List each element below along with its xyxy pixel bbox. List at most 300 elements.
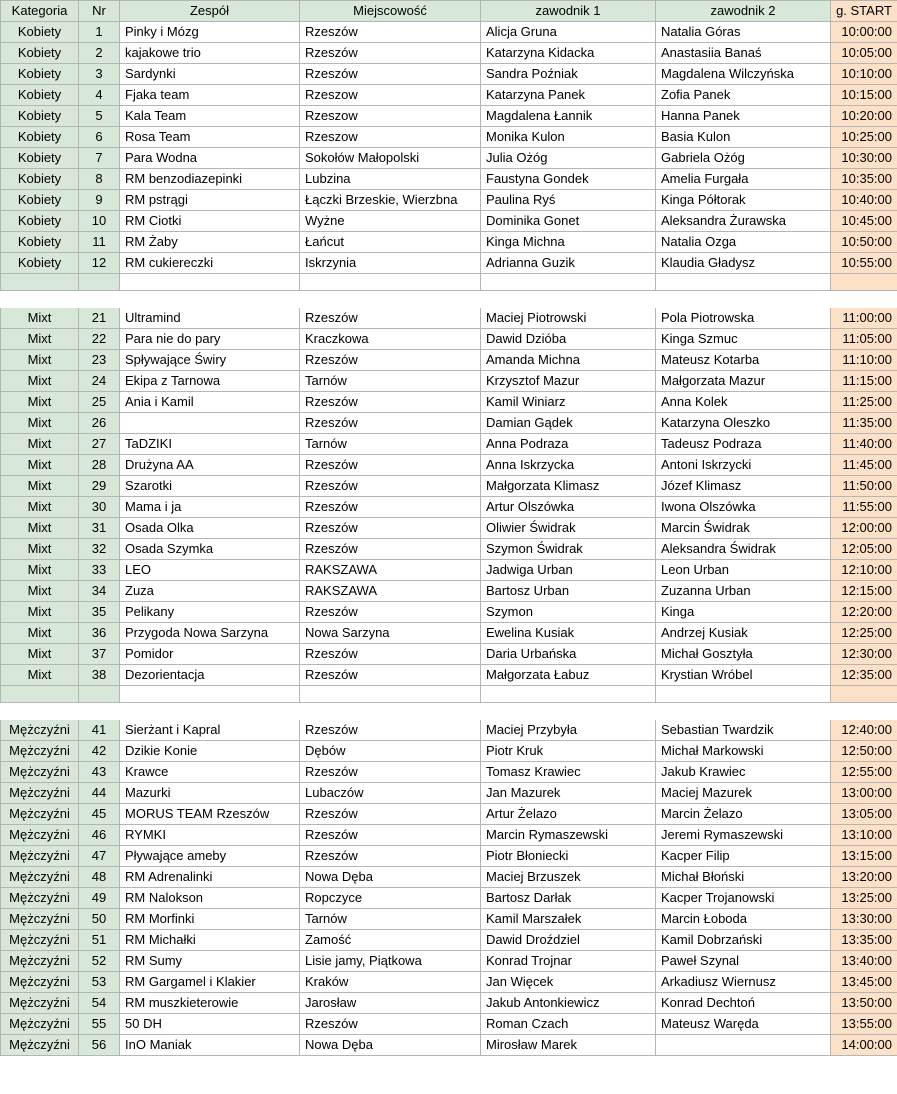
cell-miejscowosc: Rzeszów: [300, 308, 481, 329]
cell-miejscowosc: Lubzina: [300, 169, 481, 190]
cell-start: 10:25:00: [831, 127, 897, 148]
cell-zawodnik1: Faustyna Gondek: [481, 169, 656, 190]
empty-cell: [1, 291, 79, 308]
cell-kategoria: Mężczyźni: [1, 930, 79, 951]
cell-zespol: RM Ciotki: [120, 211, 300, 232]
cell-miejscowosc: Rzeszow: [300, 85, 481, 106]
cell-kategoria: Mixt: [1, 329, 79, 350]
empty-cell: [656, 703, 831, 720]
cell-nr: 9: [79, 190, 120, 211]
cell-zawodnik1: Tomasz Krawiec: [481, 762, 656, 783]
cell-zawodnik2: Michał Markowski: [656, 741, 831, 762]
cell-zespol: Spływające Świry: [120, 350, 300, 371]
cell-kategoria: Mężczyźni: [1, 783, 79, 804]
cell-nr: 37: [79, 644, 120, 665]
cell-zawodnik2: Antoni Iskrzycki: [656, 455, 831, 476]
cell-kategoria: Mężczyźni: [1, 762, 79, 783]
table-row: [1, 846, 897, 867]
cell-zespol: Ultramind: [120, 308, 300, 329]
cell-start: 11:00:00: [831, 308, 897, 329]
cell-nr: 8: [79, 169, 120, 190]
cell-zawodnik1: Artur Olszówka: [481, 497, 656, 518]
cell-zawodnik1: Konrad Trojnar: [481, 951, 656, 972]
cell-kategoria: Mężczyźni: [1, 951, 79, 972]
cell-start: 11:55:00: [831, 497, 897, 518]
cell-kategoria: Mężczyźni: [1, 846, 79, 867]
cell-kategoria: Mixt: [1, 644, 79, 665]
cell-zawodnik2: Gabriela Ożóg: [656, 148, 831, 169]
cell-nr: 28: [79, 455, 120, 476]
cell-miejscowosc: Sokołów Małopolski: [300, 148, 481, 169]
cell-zawodnik2: Maciej Mazurek: [656, 783, 831, 804]
cell-zespol: Krawce: [120, 762, 300, 783]
column-header-kategoria: Kategoria: [1, 1, 79, 22]
table-row: [1, 909, 897, 930]
table-row: [1, 211, 897, 232]
cell-miejscowosc: Dębów: [300, 741, 481, 762]
cell-zawodnik1: Jakub Antonkiewicz: [481, 993, 656, 1014]
cell-zawodnik1: Daria Urbańska: [481, 644, 656, 665]
empty-cell: [481, 291, 656, 308]
table-row: [1, 623, 897, 644]
cell-start: 12:25:00: [831, 623, 897, 644]
cell-zespol: Pływające ameby: [120, 846, 300, 867]
cell-kategoria: Mixt: [1, 413, 79, 434]
cell-zawodnik1: Małgorzata Klimasz: [481, 476, 656, 497]
empty-cell: [120, 291, 300, 308]
cell-zawodnik2: Marcin Świdrak: [656, 518, 831, 539]
cell-start: 10:20:00: [831, 106, 897, 127]
cell-miejscowosc: Zamość: [300, 930, 481, 951]
cell-zespol: 50 DH: [120, 1014, 300, 1035]
table-row: [1, 888, 897, 909]
cell-zespol: RM cukiereczki: [120, 253, 300, 274]
cell-zawodnik2: Natalia Ozga: [656, 232, 831, 253]
table-header-row: [1, 1, 897, 22]
cell-kategoria: Kobiety: [1, 43, 79, 64]
cell-start: 10:55:00: [831, 253, 897, 274]
cell-zawodnik1: Amanda Michna: [481, 350, 656, 371]
cell-kategoria: Mężczyźni: [1, 1035, 79, 1056]
cell-kategoria: Mężczyźni: [1, 972, 79, 993]
cell-zawodnik1: Małgorzata Łabuz: [481, 665, 656, 686]
cell-zawodnik1: Adrianna Guzik: [481, 253, 656, 274]
cell-zawodnik2: Mateusz Waręda: [656, 1014, 831, 1035]
table-row: [1, 22, 897, 43]
empty-cell: [79, 291, 120, 308]
table-row: [1, 581, 897, 602]
cell-zespol: Osada Szymka: [120, 539, 300, 560]
table-row: [1, 993, 897, 1014]
table-row: [1, 434, 897, 455]
table-spacer-row: [1, 686, 897, 703]
cell-zawodnik1: Kinga Michna: [481, 232, 656, 253]
cell-zawodnik1: Dawid Dzióba: [481, 329, 656, 350]
cell-nr: 50: [79, 909, 120, 930]
column-header-nr: Nr: [79, 1, 120, 22]
cell-zawodnik2: Leon Urban: [656, 560, 831, 581]
cell-zawodnik1: Bartosz Urban: [481, 581, 656, 602]
cell-zawodnik2: Małgorzata Mazur: [656, 371, 831, 392]
cell-zespol: LEO: [120, 560, 300, 581]
cell-kategoria: Mixt: [1, 560, 79, 581]
cell-nr: 53: [79, 972, 120, 993]
empty-cell: [120, 703, 300, 720]
cell-zespol: Sardynki: [120, 64, 300, 85]
cell-kategoria: Mixt: [1, 497, 79, 518]
cell-zespol: Szarotki: [120, 476, 300, 497]
cell-zespol: RM Sumy: [120, 951, 300, 972]
cell-kategoria: Mixt: [1, 308, 79, 329]
cell-kategoria: Mixt: [1, 392, 79, 413]
cell-zespol: Sierżant i Kapral: [120, 720, 300, 741]
cell-zespol: Pelikany: [120, 602, 300, 623]
cell-start: 13:40:00: [831, 951, 897, 972]
cell-kategoria: Kobiety: [1, 148, 79, 169]
cell-zespol: MORUS TEAM Rzeszów: [120, 804, 300, 825]
cell-nr: 31: [79, 518, 120, 539]
cell-zawodnik2: Józef Klimasz: [656, 476, 831, 497]
cell-zawodnik2: Kamil Dobrzański: [656, 930, 831, 951]
table-row: [1, 762, 897, 783]
cell-zawodnik2: Zofia Panek: [656, 85, 831, 106]
cell-zespol: [120, 413, 300, 434]
cell-start: 12:00:00: [831, 518, 897, 539]
cell-zespol: Ania i Kamil: [120, 392, 300, 413]
cell-start: 10:00:00: [831, 22, 897, 43]
column-header-miejscowosc: Miejscowość: [300, 1, 481, 22]
empty-cell: [300, 291, 481, 308]
cell-start: 12:20:00: [831, 602, 897, 623]
cell-zawodnik1: Krzysztof Mazur: [481, 371, 656, 392]
cell-kategoria: Kobiety: [1, 190, 79, 211]
cell-start: 10:15:00: [831, 85, 897, 106]
cell-zawodnik1: Paulina Ryś: [481, 190, 656, 211]
cell-zawodnik2: Kacper Trojanowski: [656, 888, 831, 909]
cell-kategoria: Mixt: [1, 623, 79, 644]
cell-miejscowosc: Rzeszów: [300, 22, 481, 43]
table-row: [1, 539, 897, 560]
cell-zespol: Para nie do pary: [120, 329, 300, 350]
cell-start: 13:45:00: [831, 972, 897, 993]
cell-nr: 51: [79, 930, 120, 951]
cell-kategoria: Mixt: [1, 665, 79, 686]
cell-zespol: kajakowe trio: [120, 43, 300, 64]
cell-nr: 38: [79, 665, 120, 686]
table-row: [1, 371, 897, 392]
cell-zawodnik2: Kinga: [656, 602, 831, 623]
cell-nr: 7: [79, 148, 120, 169]
table-row: [1, 560, 897, 581]
cell-start: 12:15:00: [831, 581, 897, 602]
cell-nr: 10: [79, 211, 120, 232]
cell-kategoria: Mixt: [1, 518, 79, 539]
cell-zawodnik2: Anna Kolek: [656, 392, 831, 413]
cell-zespol: RM benzodiazepinki: [120, 169, 300, 190]
cell-zespol: Kala Team: [120, 106, 300, 127]
cell-start: 13:10:00: [831, 825, 897, 846]
cell-miejscowosc: Rzeszów: [300, 665, 481, 686]
cell-nr: 27: [79, 434, 120, 455]
cell-zawodnik2: Hanna Panek: [656, 106, 831, 127]
cell-miejscowosc: Nowa Dęba: [300, 867, 481, 888]
cell-zawodnik1: Sandra Poźniak: [481, 64, 656, 85]
cell-zespol: RM Morfinki: [120, 909, 300, 930]
column-header-start: g. START: [831, 1, 897, 22]
cell-miejscowosc: Ropczyce: [300, 888, 481, 909]
cell-kategoria: Kobiety: [1, 64, 79, 85]
empty-cell: [656, 686, 831, 703]
cell-miejscowosc: Rzeszów: [300, 518, 481, 539]
cell-nr: 54: [79, 993, 120, 1014]
cell-zawodnik2: Amelia Furgała: [656, 169, 831, 190]
cell-nr: 44: [79, 783, 120, 804]
cell-nr: 45: [79, 804, 120, 825]
cell-nr: 30: [79, 497, 120, 518]
cell-miejscowosc: Rzeszów: [300, 804, 481, 825]
cell-zespol: Dzikie Konie: [120, 741, 300, 762]
cell-start: 11:15:00: [831, 371, 897, 392]
table-row: [1, 644, 897, 665]
cell-miejscowosc: Rzeszów: [300, 392, 481, 413]
table-body: [1, 22, 897, 1056]
cell-zawodnik2: Krystian Wróbel: [656, 665, 831, 686]
table-row: [1, 476, 897, 497]
table-row: [1, 602, 897, 623]
cell-nr: 34: [79, 581, 120, 602]
table-spacer-row: [1, 274, 897, 291]
cell-nr: 48: [79, 867, 120, 888]
cell-miejscowosc: Lisie jamy, Piątkowa: [300, 951, 481, 972]
cell-zespol: InO Maniak: [120, 1035, 300, 1056]
cell-zawodnik1: Julia Ożóg: [481, 148, 656, 169]
cell-nr: 32: [79, 539, 120, 560]
cell-zawodnik1: Anna Iskrzycka: [481, 455, 656, 476]
cell-zawodnik1: Dawid Droździel: [481, 930, 656, 951]
cell-zawodnik2: Pola Piotrowska: [656, 308, 831, 329]
cell-kategoria: Mężczyźni: [1, 804, 79, 825]
cell-zespol: RM Gargamel i Klakier: [120, 972, 300, 993]
cell-start: 10:30:00: [831, 148, 897, 169]
cell-start: 13:55:00: [831, 1014, 897, 1035]
cell-start: 12:10:00: [831, 560, 897, 581]
table-row: [1, 329, 897, 350]
cell-kategoria: Mixt: [1, 371, 79, 392]
cell-zawodnik2: Arkadiusz Wiernusz: [656, 972, 831, 993]
table-row: [1, 106, 897, 127]
cell-start: 10:45:00: [831, 211, 897, 232]
cell-start: 10:50:00: [831, 232, 897, 253]
cell-nr: 26: [79, 413, 120, 434]
cell-zawodnik1: Katarzyna Kidacka: [481, 43, 656, 64]
cell-nr: 3: [79, 64, 120, 85]
cell-zawodnik2: Klaudia Gładysz: [656, 253, 831, 274]
cell-miejscowosc: Rzeszow: [300, 106, 481, 127]
table-row: [1, 741, 897, 762]
cell-zespol: Fjaka team: [120, 85, 300, 106]
empty-cell: [831, 274, 897, 291]
cell-zawodnik2: Kacper Filip: [656, 846, 831, 867]
cell-nr: 41: [79, 720, 120, 741]
cell-start: 11:40:00: [831, 434, 897, 455]
table-row: [1, 518, 897, 539]
cell-nr: 47: [79, 846, 120, 867]
cell-start: 13:05:00: [831, 804, 897, 825]
cell-zawodnik1: Damian Gądek: [481, 413, 656, 434]
cell-nr: 56: [79, 1035, 120, 1056]
cell-miejscowosc: Rzeszów: [300, 413, 481, 434]
cell-zawodnik2: Sebastian Twardzik: [656, 720, 831, 741]
cell-nr: 4: [79, 85, 120, 106]
cell-kategoria: Mężczyźni: [1, 825, 79, 846]
empty-cell: [300, 703, 481, 720]
cell-kategoria: Kobiety: [1, 253, 79, 274]
cell-zawodnik2: Jeremi Rymaszewski: [656, 825, 831, 846]
table-row: [1, 127, 897, 148]
cell-miejscowosc: Nowa Dęba: [300, 1035, 481, 1056]
column-header-zawodnik2: zawodnik 2: [656, 1, 831, 22]
cell-start: 13:30:00: [831, 909, 897, 930]
cell-zawodnik1: Dominika Gonet: [481, 211, 656, 232]
cell-nr: 5: [79, 106, 120, 127]
cell-zawodnik1: Monika Kulon: [481, 127, 656, 148]
cell-zawodnik1: Maciej Przybyła: [481, 720, 656, 741]
cell-zespol: Pomidor: [120, 644, 300, 665]
cell-zawodnik2: Kinga Półtorak: [656, 190, 831, 211]
cell-zespol: Dezorientacja: [120, 665, 300, 686]
cell-start: 11:45:00: [831, 455, 897, 476]
cell-zawodnik2: Konrad Dechtoń: [656, 993, 831, 1014]
cell-nr: 1: [79, 22, 120, 43]
cell-kategoria: Mężczyźni: [1, 909, 79, 930]
empty-cell: [79, 686, 120, 703]
cell-kategoria: Mężczyźni: [1, 993, 79, 1014]
cell-zawodnik2: Paweł Szynal: [656, 951, 831, 972]
cell-miejscowosc: RAKSZAWA: [300, 581, 481, 602]
cell-zawodnik2: Anastasiia Banaś: [656, 43, 831, 64]
cell-miejscowosc: Jarosław: [300, 993, 481, 1014]
cell-zespol: Przygoda Nowa Sarzyna: [120, 623, 300, 644]
table-row: [1, 308, 897, 329]
cell-zespol: RM Nalokson: [120, 888, 300, 909]
cell-zespol: Rosa Team: [120, 127, 300, 148]
cell-kategoria: Mężczyźni: [1, 741, 79, 762]
cell-kategoria: Kobiety: [1, 22, 79, 43]
cell-miejscowosc: Lubaczów: [300, 783, 481, 804]
table-row: [1, 825, 897, 846]
cell-miejscowosc: Rzeszów: [300, 539, 481, 560]
cell-nr: 36: [79, 623, 120, 644]
cell-start: 10:35:00: [831, 169, 897, 190]
cell-zespol: TaDZIKI: [120, 434, 300, 455]
cell-miejscowosc: Łańcut: [300, 232, 481, 253]
cell-start: 13:15:00: [831, 846, 897, 867]
table-row: [1, 804, 897, 825]
cell-zespol: Mazurki: [120, 783, 300, 804]
table-row: [1, 930, 897, 951]
cell-miejscowosc: Tarnów: [300, 434, 481, 455]
cell-zespol: Mama i ja: [120, 497, 300, 518]
cell-start: 11:05:00: [831, 329, 897, 350]
cell-zawodnik1: Anna Podraza: [481, 434, 656, 455]
cell-kategoria: Mężczyźni: [1, 867, 79, 888]
cell-miejscowosc: Rzeszów: [300, 1014, 481, 1035]
cell-miejscowosc: Tarnów: [300, 371, 481, 392]
cell-zawodnik1: Kamil Marszałek: [481, 909, 656, 930]
table-row: [1, 64, 897, 85]
cell-zespol: Osada Olka: [120, 518, 300, 539]
cell-start: 12:35:00: [831, 665, 897, 686]
cell-kategoria: Mixt: [1, 602, 79, 623]
cell-kategoria: Mixt: [1, 434, 79, 455]
cell-zawodnik2: Andrzej Kusiak: [656, 623, 831, 644]
cell-start: 12:55:00: [831, 762, 897, 783]
cell-zawodnik2: Kinga Szmuc: [656, 329, 831, 350]
table-gap-row: [1, 703, 897, 720]
table-row: [1, 392, 897, 413]
cell-nr: 23: [79, 350, 120, 371]
cell-zawodnik1: Bartosz Darłak: [481, 888, 656, 909]
table-row: [1, 43, 897, 64]
column-header-zawodnik1: zawodnik 1: [481, 1, 656, 22]
cell-start: 10:10:00: [831, 64, 897, 85]
table-row: [1, 1014, 897, 1035]
empty-cell: [79, 274, 120, 291]
cell-miejscowosc: Łączki Brzeskie, Wierzbna: [300, 190, 481, 211]
table-gap-row: [1, 291, 897, 308]
table-row: [1, 190, 897, 211]
cell-miejscowosc: Rzeszow: [300, 127, 481, 148]
table-row: [1, 867, 897, 888]
cell-start: 13:35:00: [831, 930, 897, 951]
cell-zespol: Pinky i Mózg: [120, 22, 300, 43]
cell-miejscowosc: Rzeszów: [300, 644, 481, 665]
cell-kategoria: Mixt: [1, 539, 79, 560]
cell-nr: 21: [79, 308, 120, 329]
table-row: [1, 720, 897, 741]
cell-zawodnik2: Aleksandra Żurawska: [656, 211, 831, 232]
cell-zawodnik2: Michał Gosztyła: [656, 644, 831, 665]
cell-zawodnik2: Mateusz Kotarba: [656, 350, 831, 371]
cell-zespol: Ekipa z Tarnowa: [120, 371, 300, 392]
cell-start: 10:05:00: [831, 43, 897, 64]
cell-zawodnik2: Katarzyna Oleszko: [656, 413, 831, 434]
empty-cell: [481, 703, 656, 720]
cell-zespol: Drużyna AA: [120, 455, 300, 476]
cell-kategoria: Mixt: [1, 455, 79, 476]
cell-kategoria: Mixt: [1, 476, 79, 497]
cell-nr: 2: [79, 43, 120, 64]
cell-miejscowosc: Rzeszów: [300, 825, 481, 846]
cell-miejscowosc: Rzeszów: [300, 455, 481, 476]
cell-start: 12:50:00: [831, 741, 897, 762]
cell-zawodnik1: Piotr Błoniecki: [481, 846, 656, 867]
cell-zawodnik2: Magdalena Wilczyńska: [656, 64, 831, 85]
cell-zawodnik2: Jakub Krawiec: [656, 762, 831, 783]
table-row: [1, 253, 897, 274]
cell-zespol: Para Wodna: [120, 148, 300, 169]
empty-cell: [120, 274, 300, 291]
empty-cell: [831, 703, 897, 720]
cell-miejscowosc: Iskrzynia: [300, 253, 481, 274]
cell-zawodnik2: Tadeusz Podraza: [656, 434, 831, 455]
cell-start: 10:40:00: [831, 190, 897, 211]
cell-start: 13:50:00: [831, 993, 897, 1014]
cell-nr: 46: [79, 825, 120, 846]
cell-zespol: RM muszkieterowie: [120, 993, 300, 1014]
cell-miejscowosc: Rzeszów: [300, 64, 481, 85]
cell-zawodnik1: Mirosław Marek: [481, 1035, 656, 1056]
